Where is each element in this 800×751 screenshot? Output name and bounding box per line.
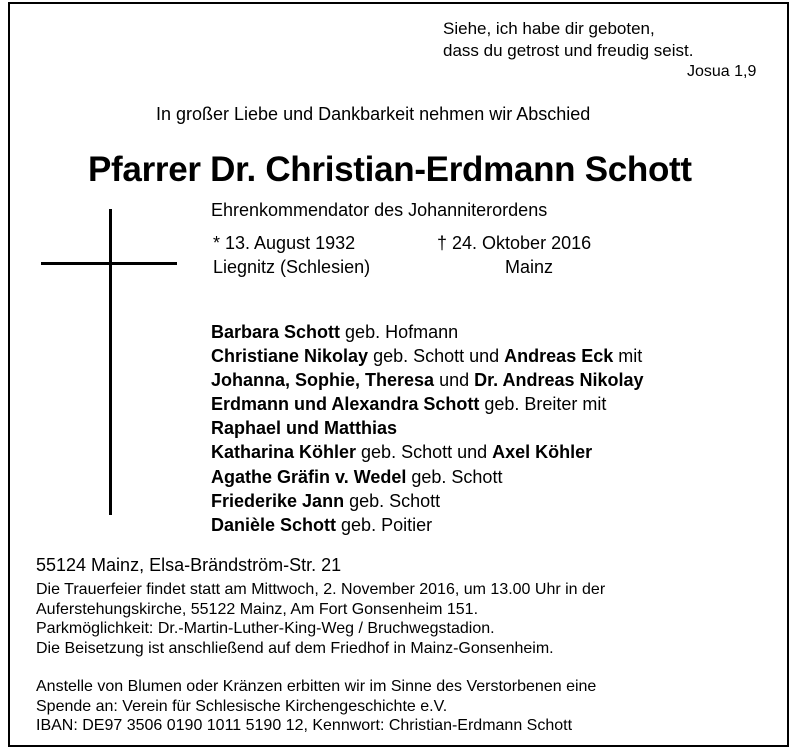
mourner-text: geb. Schott bbox=[406, 466, 503, 487]
mourner-name: Agathe Gräfin v. Wedel bbox=[211, 466, 407, 487]
mourner-text: geb. Hofmann bbox=[340, 322, 459, 342]
bible-verse bbox=[443, 18, 693, 62]
cross-icon bbox=[109, 209, 112, 515]
verse-reference: Josua 1,9 bbox=[687, 63, 757, 80]
death-date: † 24. Oktober 2016 bbox=[437, 233, 592, 253]
funeral-info-line: Die Trauerfeier findet statt am Mittwoch, 2. November 2016, um 13.00 Uhr in der bbox=[36, 581, 606, 598]
mourner-line bbox=[211, 489, 644, 513]
donation-info-line: Spende an: Verein für Schlesische Kirchengeschichte e.V. bbox=[36, 697, 448, 715]
mourner-line bbox=[211, 513, 644, 537]
mourner-name: Barbara Schott bbox=[211, 322, 341, 342]
mourner-name: Andreas Eck bbox=[504, 346, 614, 367]
mourner-text: geb. Schott und bbox=[368, 346, 505, 367]
funeral-info-line: Parkmöglichkeit: Dr.-Martin-Luther-King-Weg / Bruchwegstadion. bbox=[36, 620, 495, 637]
mourner-text: mit bbox=[613, 346, 643, 367]
honor-title: Ehrenkommendator des Johanniterordens bbox=[211, 200, 548, 220]
verse-line-2: dass du getrost und freudig seist. bbox=[443, 41, 694, 60]
birth-date: * 13. August 1932 bbox=[213, 233, 356, 253]
deceased-name: Pfarrer Dr. Christian-Erdmann Schott bbox=[88, 150, 692, 189]
birth-place: Liegnitz (Schlesien) bbox=[213, 257, 371, 277]
mourner-text: geb. Schott und bbox=[356, 442, 493, 463]
cross-icon-crossbar bbox=[41, 262, 177, 265]
mourner-line bbox=[211, 440, 644, 464]
mourner-name: Axel Köhler bbox=[492, 442, 593, 463]
mourner-line bbox=[211, 392, 644, 416]
mourner-name: Erdmann und Alexandra Schott bbox=[211, 394, 480, 415]
verse-line-1: Siehe, ich habe dir geboten, bbox=[443, 19, 655, 38]
family-address: 55124 Mainz, Elsa-Brändström-Str. 21 bbox=[36, 555, 342, 575]
mourner-line bbox=[211, 368, 644, 392]
mourners-list bbox=[211, 320, 644, 537]
funeral-info-line: Die Beisetzung ist anschließend auf dem Friedhof in Mainz-Gonsenheim. bbox=[36, 639, 554, 657]
intro-text: In großer Liebe und Dankbarkeit nehmen wir Abschied bbox=[156, 104, 591, 124]
donation-info-line: Anstelle von Blumen oder Kränzen erbitten wir im Sinne des Verstorbenen eine bbox=[36, 678, 597, 695]
mourner-text: geb. Breiter mit bbox=[479, 394, 607, 415]
mourner-name: Raphael und Matthias bbox=[211, 418, 398, 439]
mourner-name: Dr. Andreas Nikolay bbox=[474, 370, 644, 391]
mourner-text: geb. Poitier bbox=[336, 514, 433, 535]
mourner-name: Friederike Jann bbox=[211, 490, 345, 511]
funeral-info-line: Auferstehungskirche, 55122 Mainz, Am Fort Gonsenheim 151. bbox=[36, 600, 479, 618]
mourner-name: Christiane Nikolay bbox=[211, 346, 369, 367]
mourner-name: Danièle Schott bbox=[211, 514, 337, 535]
mourner-line bbox=[211, 416, 644, 440]
donation-info bbox=[36, 677, 596, 736]
mourner-name: Johanna, Sophie, Theresa bbox=[211, 370, 435, 391]
donation-info-line: IBAN: DE97 3506 0190 1011 5190 12, Kennwort: Christian-Erdmann Schott bbox=[36, 717, 573, 734]
mourner-name: Katharina Köhler bbox=[211, 442, 357, 463]
mourner-text: und bbox=[434, 370, 475, 391]
funeral-info bbox=[36, 580, 605, 658]
mourner-line bbox=[211, 465, 644, 489]
mourner-text: geb. Schott bbox=[344, 490, 441, 511]
mourner-line bbox=[211, 320, 644, 344]
mourner-line bbox=[211, 344, 644, 368]
death-place: Mainz bbox=[505, 257, 554, 277]
